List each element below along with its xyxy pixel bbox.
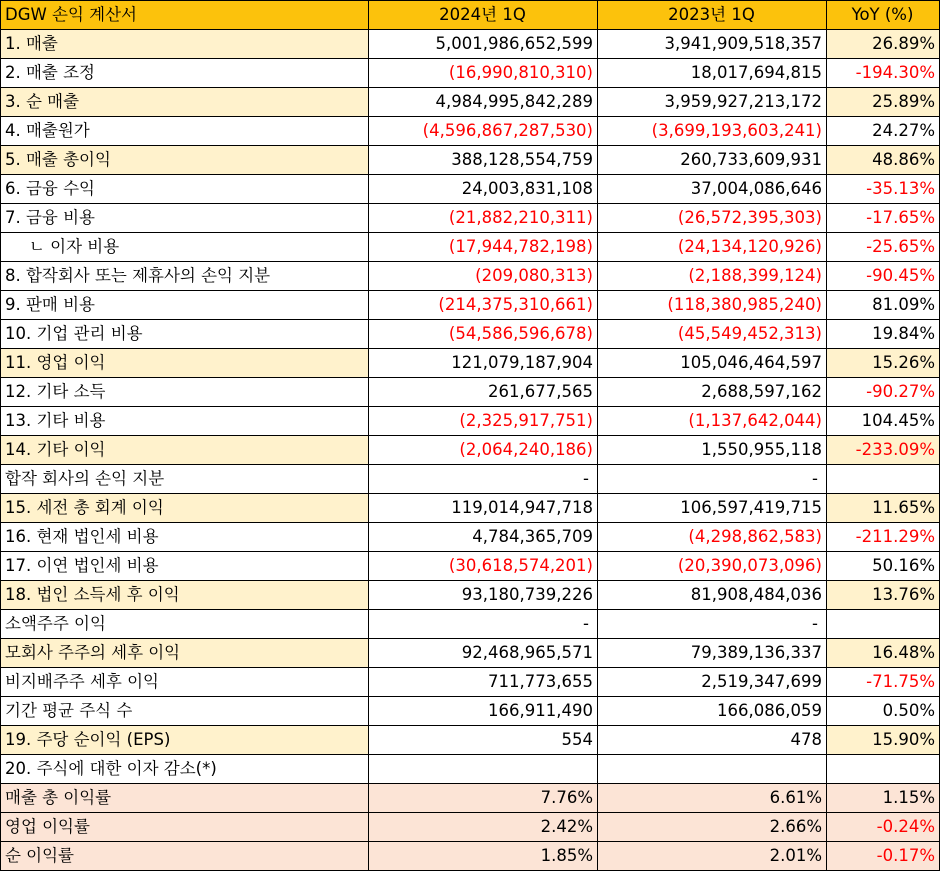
table-row: [1, 436, 940, 465]
row-label: 10. 기업 관리 비용: [1, 320, 369, 349]
table-row: [1, 175, 940, 204]
table-row: [1, 59, 940, 88]
table-row: [1, 407, 940, 436]
value-2024-1q: 1.85%: [369, 842, 598, 871]
row-label: 소액주주 이익: [1, 610, 369, 639]
row-label: 18. 법인 소득세 후 이익: [1, 581, 369, 610]
value-2023-1q: 3,941,909,518,357: [598, 30, 827, 59]
value-yoy: -35.13%: [827, 175, 940, 204]
value-2024-1q: 119,014,947,718: [369, 494, 598, 523]
value-yoy: [827, 465, 940, 494]
table-row: [1, 813, 940, 842]
value-2023-1q: 2,688,597,162: [598, 378, 827, 407]
value-2024-1q: 166,911,490: [369, 697, 598, 726]
value-2023-1q: 2.66%: [598, 813, 827, 842]
value-2024-1q: (30,618,574,201): [369, 552, 598, 581]
value-yoy: -233.09%: [827, 436, 940, 465]
value-2024-1q: -: [369, 465, 598, 494]
row-label: 11. 영업 이익: [1, 349, 369, 378]
table-row: [1, 117, 940, 146]
value-2024-1q: (2,325,917,751): [369, 407, 598, 436]
value-2023-1q: [598, 755, 827, 784]
row-label: 13. 기타 비용: [1, 407, 369, 436]
value-2024-1q: (17,944,782,198): [369, 233, 598, 262]
value-2023-1q: (4,298,862,583): [598, 523, 827, 552]
row-label: 8. 합작회사 또는 제휴사의 손익 지분: [1, 262, 369, 291]
value-2023-1q: 1,550,955,118: [598, 436, 827, 465]
row-label: 3. 순 매출: [1, 88, 369, 117]
row-label: 5. 매출 총이익: [1, 146, 369, 175]
header-yoy: YoY (%): [827, 1, 940, 30]
table-row: [1, 30, 940, 59]
value-2024-1q: 93,180,739,226: [369, 581, 598, 610]
value-2023-1q: 2,519,347,699: [598, 668, 827, 697]
table-body: [1, 30, 940, 871]
value-yoy: 26.89%: [827, 30, 940, 59]
table-row: [1, 465, 940, 494]
value-yoy: -0.17%: [827, 842, 940, 871]
value-2023-1q: (45,549,452,313): [598, 320, 827, 349]
value-yoy: [827, 755, 940, 784]
value-2023-1q: (26,572,395,303): [598, 204, 827, 233]
row-label: 17. 이연 법인세 비용: [1, 552, 369, 581]
row-label: 1. 매출: [1, 30, 369, 59]
value-2024-1q: 261,677,565: [369, 378, 598, 407]
value-2024-1q: 4,984,995,842,289: [369, 88, 598, 117]
value-yoy: -0.24%: [827, 813, 940, 842]
value-yoy: -90.45%: [827, 262, 940, 291]
row-label: 순 이익률: [1, 842, 369, 871]
value-yoy: 1.15%: [827, 784, 940, 813]
value-2023-1q: -: [598, 610, 827, 639]
value-yoy: -211.29%: [827, 523, 940, 552]
value-2023-1q: -: [598, 465, 827, 494]
value-2023-1q: 6.61%: [598, 784, 827, 813]
row-label: 14. 기타 이익: [1, 436, 369, 465]
value-2024-1q: (21,882,210,311): [369, 204, 598, 233]
header-2023-1q: 2023년 1Q: [598, 1, 827, 30]
row-label: 12. 기타 소득: [1, 378, 369, 407]
value-yoy: 13.76%: [827, 581, 940, 610]
value-2024-1q: (214,375,310,661): [369, 291, 598, 320]
table-row: [1, 88, 940, 117]
value-yoy: 15.90%: [827, 726, 940, 755]
value-2024-1q: (2,064,240,186): [369, 436, 598, 465]
row-label: 매출 총 이익률: [1, 784, 369, 813]
row-label: 영업 이익률: [1, 813, 369, 842]
row-label: ㄴ 이자 비용: [1, 233, 369, 262]
table-row: [1, 233, 940, 262]
value-2024-1q: 554: [369, 726, 598, 755]
table-row: [1, 494, 940, 523]
value-2023-1q: 2.01%: [598, 842, 827, 871]
value-yoy: 25.89%: [827, 88, 940, 117]
value-yoy: -25.65%: [827, 233, 940, 262]
value-yoy: 50.16%: [827, 552, 940, 581]
value-2024-1q: 711,773,655: [369, 668, 598, 697]
value-2023-1q: (24,134,120,926): [598, 233, 827, 262]
value-yoy: 11.65%: [827, 494, 940, 523]
header-row: [1, 1, 940, 30]
value-yoy: 81.09%: [827, 291, 940, 320]
table-row: [1, 349, 940, 378]
row-label: 2. 매출 조정: [1, 59, 369, 88]
row-label: 기간 평균 주식 수: [1, 697, 369, 726]
value-2023-1q: 79,389,136,337: [598, 639, 827, 668]
value-2023-1q: (118,380,985,240): [598, 291, 827, 320]
table-row: [1, 639, 940, 668]
row-label: 4. 매출원가: [1, 117, 369, 146]
row-label: 19. 주당 순이익 (EPS): [1, 726, 369, 755]
value-2023-1q: (2,188,399,124): [598, 262, 827, 291]
table-row: [1, 697, 940, 726]
value-yoy: 0.50%: [827, 697, 940, 726]
header-2024-1q: 2024년 1Q: [369, 1, 598, 30]
table-row: [1, 726, 940, 755]
table-row: [1, 755, 940, 784]
value-2024-1q: (54,586,596,678): [369, 320, 598, 349]
table-row: [1, 262, 940, 291]
value-2023-1q: 81,908,484,036: [598, 581, 827, 610]
value-2024-1q: 24,003,831,108: [369, 175, 598, 204]
value-2023-1q: 37,004,086,646: [598, 175, 827, 204]
value-2023-1q: 3,959,927,213,172: [598, 88, 827, 117]
table-row: [1, 523, 940, 552]
value-2024-1q: (4,596,867,287,530): [369, 117, 598, 146]
value-2024-1q: 4,784,365,709: [369, 523, 598, 552]
value-yoy: 19.84%: [827, 320, 940, 349]
value-2023-1q: 106,597,419,715: [598, 494, 827, 523]
table-row: [1, 204, 940, 233]
value-2024-1q: 2.42%: [369, 813, 598, 842]
value-2024-1q: (209,080,313): [369, 262, 598, 291]
value-2023-1q: (20,390,073,096): [598, 552, 827, 581]
value-2024-1q: 121,079,187,904: [369, 349, 598, 378]
row-label: 7. 금융 비용: [1, 204, 369, 233]
value-2023-1q: 18,017,694,815: [598, 59, 827, 88]
value-2024-1q: -: [369, 610, 598, 639]
value-yoy: -90.27%: [827, 378, 940, 407]
value-yoy: 15.26%: [827, 349, 940, 378]
value-yoy: -17.65%: [827, 204, 940, 233]
table-row: [1, 146, 940, 175]
value-yoy: 48.86%: [827, 146, 940, 175]
table-row: [1, 610, 940, 639]
table-row: [1, 291, 940, 320]
row-label: 15. 세전 총 회계 이익: [1, 494, 369, 523]
table-row: [1, 552, 940, 581]
value-2023-1q: 478: [598, 726, 827, 755]
value-2024-1q: 92,468,965,571: [369, 639, 598, 668]
table-row: [1, 784, 940, 813]
value-2023-1q: (3,699,193,603,241): [598, 117, 827, 146]
table-row: [1, 320, 940, 349]
row-label: 6. 금융 수익: [1, 175, 369, 204]
table-row: [1, 842, 940, 871]
value-yoy: 24.27%: [827, 117, 940, 146]
table-row: [1, 378, 940, 407]
row-label: 비지배주주 세후 이익: [1, 668, 369, 697]
value-2024-1q: (16,990,810,310): [369, 59, 598, 88]
value-yoy: 104.45%: [827, 407, 940, 436]
table-row: [1, 581, 940, 610]
value-2024-1q: 388,128,554,759: [369, 146, 598, 175]
row-label: 합작 회사의 손익 지분: [1, 465, 369, 494]
value-2023-1q: 166,086,059: [598, 697, 827, 726]
value-2023-1q: 260,733,609,931: [598, 146, 827, 175]
row-label: 모회사 주주의 세후 이익: [1, 639, 369, 668]
value-2024-1q: [369, 755, 598, 784]
value-2023-1q: 105,046,464,597: [598, 349, 827, 378]
row-label: 9. 판매 비용: [1, 291, 369, 320]
value-yoy: -194.30%: [827, 59, 940, 88]
value-2023-1q: (1,137,642,044): [598, 407, 827, 436]
row-label: 20. 주식에 대한 이자 감소(*): [1, 755, 369, 784]
row-label: 16. 현재 법인세 비용: [1, 523, 369, 552]
header-title: DGW 손익 계산서: [1, 1, 369, 30]
value-2024-1q: 5,001,986,652,599: [369, 30, 598, 59]
value-yoy: [827, 610, 940, 639]
value-yoy: 16.48%: [827, 639, 940, 668]
table-row: [1, 668, 940, 697]
value-2024-1q: 7.76%: [369, 784, 598, 813]
value-yoy: -71.75%: [827, 668, 940, 697]
